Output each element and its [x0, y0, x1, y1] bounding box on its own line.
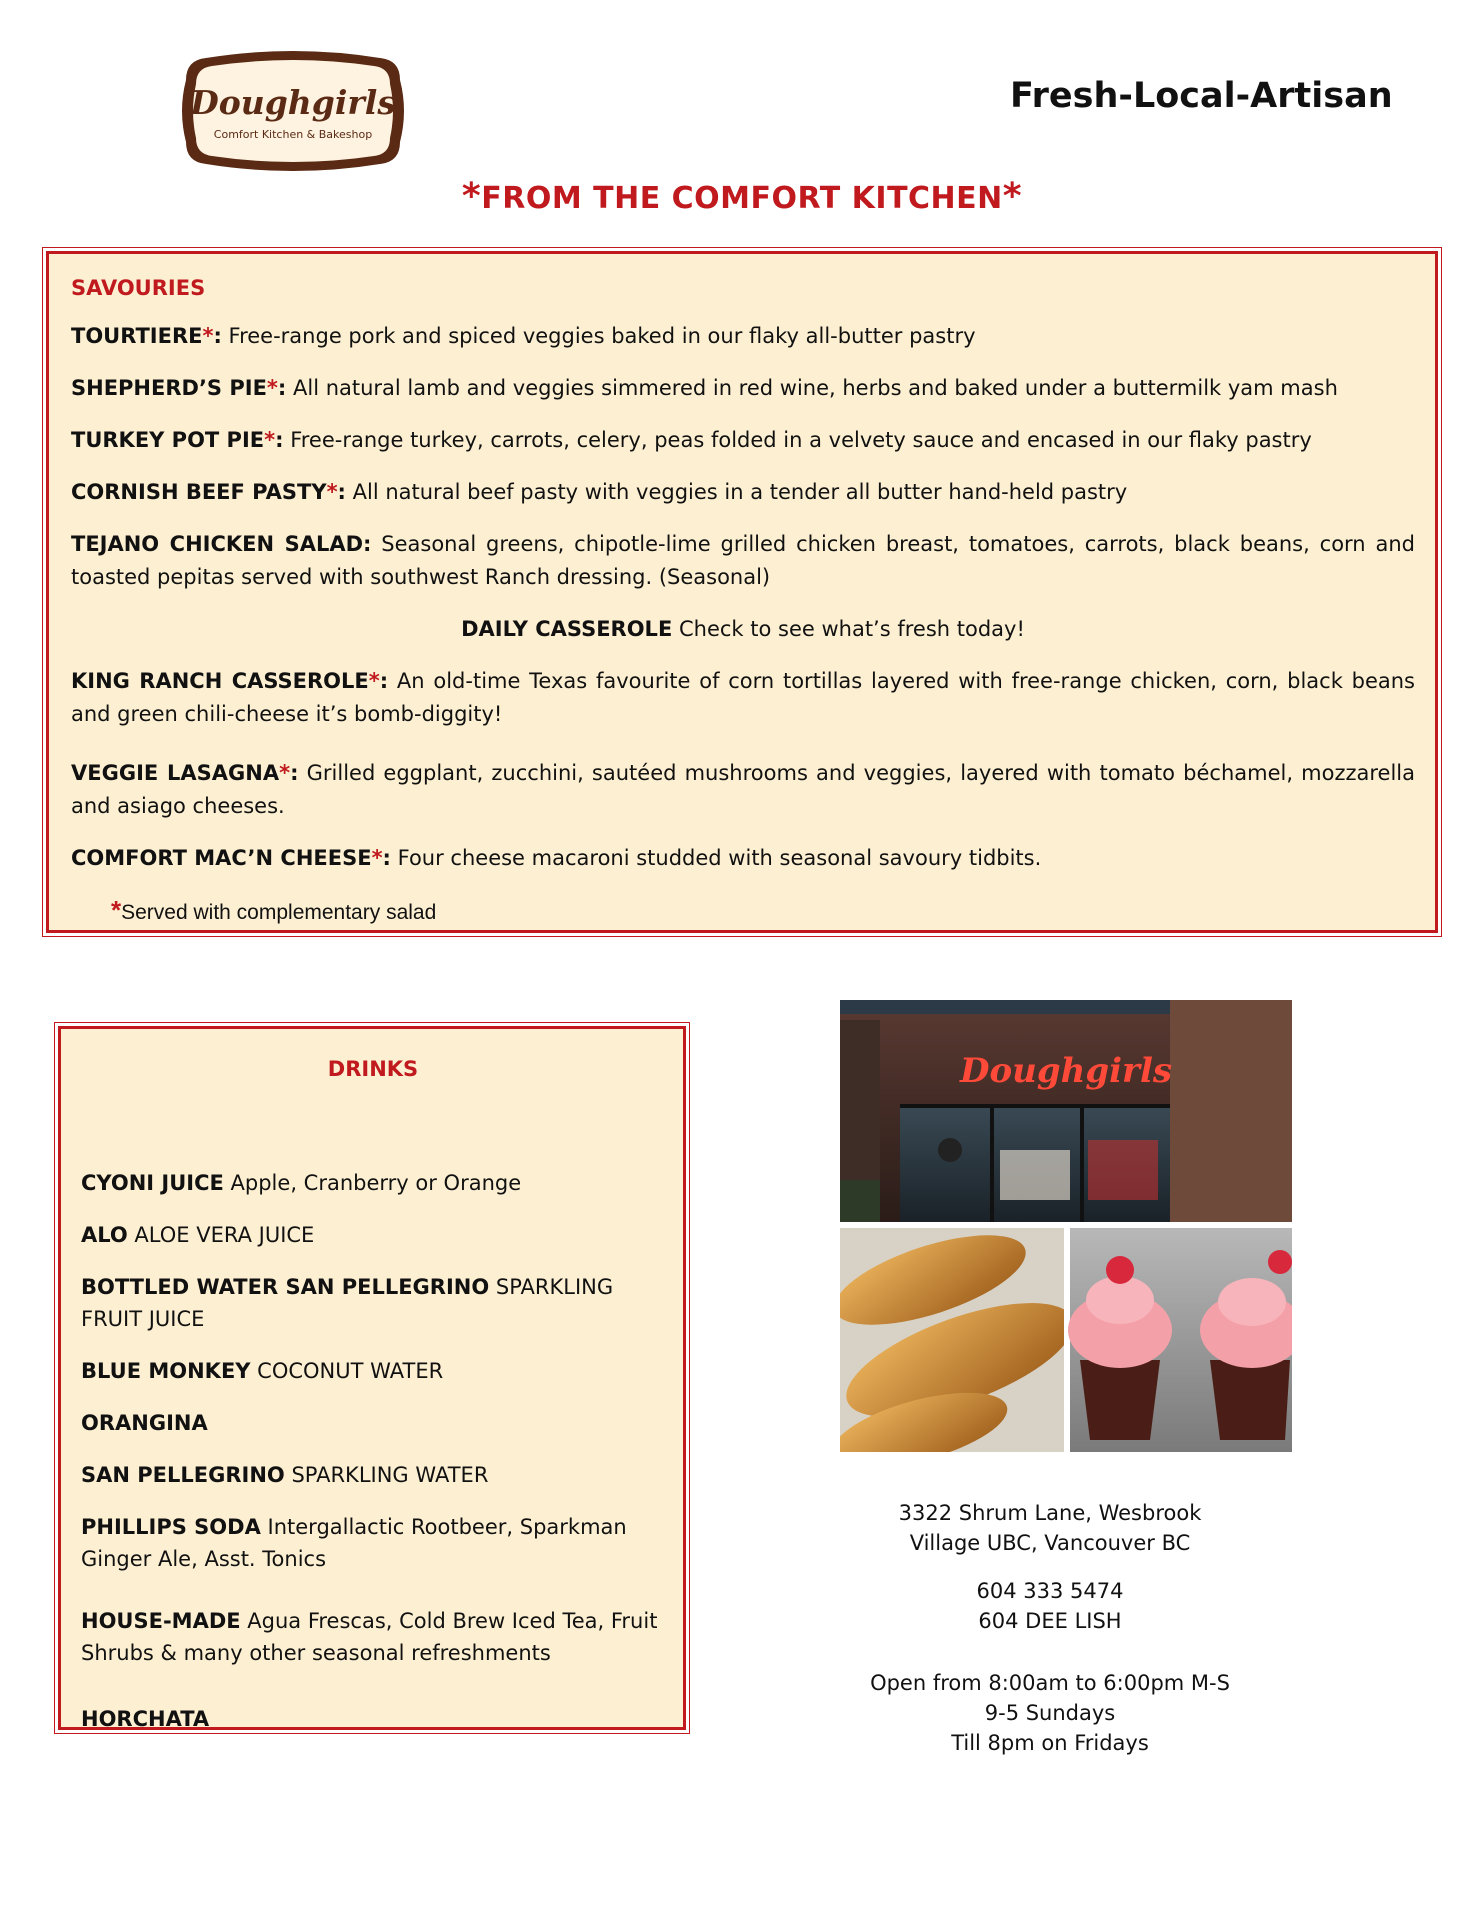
- title-star-right: *: [1002, 176, 1023, 217]
- drink-name: ALO: [81, 1223, 128, 1247]
- drink-item: [81, 1167, 665, 1199]
- item-name: DAILY CASSEROLE: [461, 617, 673, 641]
- drink-item: [81, 1219, 665, 1251]
- phone-numbers: [860, 1576, 1240, 1636]
- star-marker: *: [264, 428, 276, 452]
- drink-name: BOTTLED WATER SAN PELLEGRINO: [81, 1275, 490, 1299]
- phone-1: 604 333 5474: [976, 1579, 1124, 1603]
- item-description: Grilled eggplant, zucchini, sautéed mushrooms and veggies, layered with tomato béchamel, mozzarella and asiago cheeses.: [71, 761, 1415, 818]
- drinks-heading: DRINKS: [327, 1057, 419, 1081]
- item-colon: :: [382, 846, 391, 870]
- logo-subtitle: Comfort Kitchen & Bakeshop: [213, 128, 373, 141]
- storefront-photo-collage: [840, 1000, 1292, 1452]
- drink-description: Intergallactic Rootbeer, Sparkman Ginger Ale, Asst. Tonics: [81, 1515, 627, 1571]
- drink-item: [81, 1355, 665, 1387]
- star-marker: *: [266, 376, 278, 400]
- item-description: Free-range pork and spiced veggies baked in our flaky all-butter pastry: [221, 324, 976, 348]
- drink-item: [81, 1459, 665, 1491]
- logo-name: Doughgirls: [190, 83, 396, 122]
- drink-name: HOUSE-MADE: [81, 1609, 241, 1633]
- hours-line-2: 9-5 Sundays: [984, 1701, 1116, 1725]
- item-colon: :: [275, 428, 284, 452]
- drink-description: ALOE VERA JUICE: [127, 1223, 315, 1247]
- item-description: Seasonal greens, chipotle-lime grilled chicken breast, tomatoes, carrots, black beans, corn and toasted pepitas served with southwest Ranch dressing. (Seasonal): [71, 532, 1415, 589]
- phone-2: 604 DEE LISH: [978, 1609, 1122, 1633]
- salad-note: [111, 895, 1415, 926]
- item-name: VEGGIE LASAGNA: [71, 761, 280, 785]
- drink-description: Apple, Cranberry or Orange: [223, 1171, 522, 1195]
- logo-badge: [178, 48, 408, 174]
- title-star-left: *: [461, 176, 482, 217]
- drink-item: [81, 1703, 665, 1735]
- doughgirls-logo: [178, 48, 408, 174]
- drink-name: PHILLIPS SODA: [81, 1515, 261, 1539]
- item-colon: :: [379, 669, 389, 693]
- drink-description: SPARKLING FRUIT JUICE: [81, 1275, 614, 1331]
- star-marker: *: [368, 669, 380, 693]
- drinks-section: [58, 1026, 686, 1730]
- item-name: TOURTIERE: [71, 324, 203, 348]
- item-colon: :: [290, 761, 299, 785]
- star-marker: *: [279, 761, 291, 785]
- address: [860, 1498, 1240, 1558]
- hours-line-3: Till 8pm on Fridays: [951, 1731, 1149, 1755]
- note-text: Served with complementary salad: [121, 901, 437, 924]
- item-name: TURKEY POT PIE: [71, 428, 265, 452]
- menu-item: [71, 372, 1415, 405]
- menu-item: [71, 320, 1415, 353]
- menu-item: [71, 528, 1415, 594]
- item-colon: :: [213, 324, 222, 348]
- daily-casserole: [71, 613, 1415, 646]
- item-name: KING RANCH CASSEROLE: [71, 669, 369, 693]
- item-description: Free-range turkey, carrots, celery, peas folded in a velvety sauce and encased in our flaky pastry: [283, 428, 1312, 452]
- star-marker: *: [202, 324, 214, 348]
- savouries-section: [46, 251, 1438, 933]
- page-title: [0, 176, 1484, 217]
- drink-item: [81, 1511, 665, 1575]
- address-line-1: 3322 Shrum Lane, Wesbrook: [898, 1501, 1202, 1525]
- item-description: An old-time Texas favourite of corn tortillas layered with free-range chicken, corn, black beans and green chili-cheese it’s bomb-diggity!: [71, 669, 1415, 726]
- menu-item: [71, 842, 1415, 875]
- drink-item: [81, 1271, 665, 1335]
- item-name: CORNISH BEEF PASTY: [71, 480, 327, 504]
- star-marker: *: [326, 480, 338, 504]
- drink-description: Agua Frescas, Cold Brew Iced Tea, Fruit Shrubs & many other seasonal refreshments: [81, 1609, 658, 1665]
- item-name: SHEPHERD’S PIE: [71, 376, 267, 400]
- menu-item: [71, 665, 1415, 731]
- item-colon: :: [337, 480, 346, 504]
- title-text: FROM THE COMFORT KITCHEN: [481, 181, 1003, 216]
- drink-name: SAN PELLEGRINO: [81, 1463, 285, 1487]
- tagline: Fresh-Local-Artisan: [1010, 76, 1393, 116]
- drink-item: [81, 1407, 665, 1439]
- contact-info: [860, 1498, 1240, 1776]
- item-description: Four cheese macaroni studded with seasonal savoury tidbits.: [390, 846, 1042, 870]
- menu-item: [71, 424, 1415, 457]
- star-marker: *: [371, 846, 383, 870]
- item-description: All natural lamb and veggies simmered in red wine, herbs and baked under a buttermilk yam mash: [286, 376, 1338, 400]
- drink-name: CYONI JUICE: [81, 1171, 224, 1195]
- drink-description: SPARKLING WATER: [284, 1463, 489, 1487]
- storefront-sign: Doughgirls: [959, 1051, 1173, 1091]
- drink-item: [81, 1605, 665, 1669]
- star-marker: *: [111, 895, 122, 925]
- item-description: Check to see what’s fresh today!: [672, 617, 1025, 641]
- hours-line-1: Open from 8:00am to 6:00pm M-S: [870, 1671, 1230, 1695]
- item-description: All natural beef pasty with veggies in a tender all butter hand-held pastry: [345, 480, 1128, 504]
- item-name: TEJANO CHICKEN SALAD:: [71, 532, 372, 556]
- opening-hours: [860, 1668, 1240, 1758]
- savouries-heading: SAVOURIES: [71, 276, 206, 300]
- drink-name: HORCHATA: [81, 1707, 210, 1731]
- menu-item: [71, 476, 1415, 509]
- menu-item: [71, 757, 1415, 823]
- drink-name: ORANGINA: [81, 1411, 208, 1435]
- drink-description: COCONUT WATER: [250, 1359, 444, 1383]
- item-colon: :: [277, 376, 287, 400]
- drink-name: BLUE MONKEY: [81, 1359, 251, 1383]
- address-line-2: Village UBC, Vancouver BC: [909, 1531, 1191, 1555]
- photo-collage-graphic: [840, 1000, 1292, 1452]
- item-name: COMFORT MAC’N CHEESE: [71, 846, 372, 870]
